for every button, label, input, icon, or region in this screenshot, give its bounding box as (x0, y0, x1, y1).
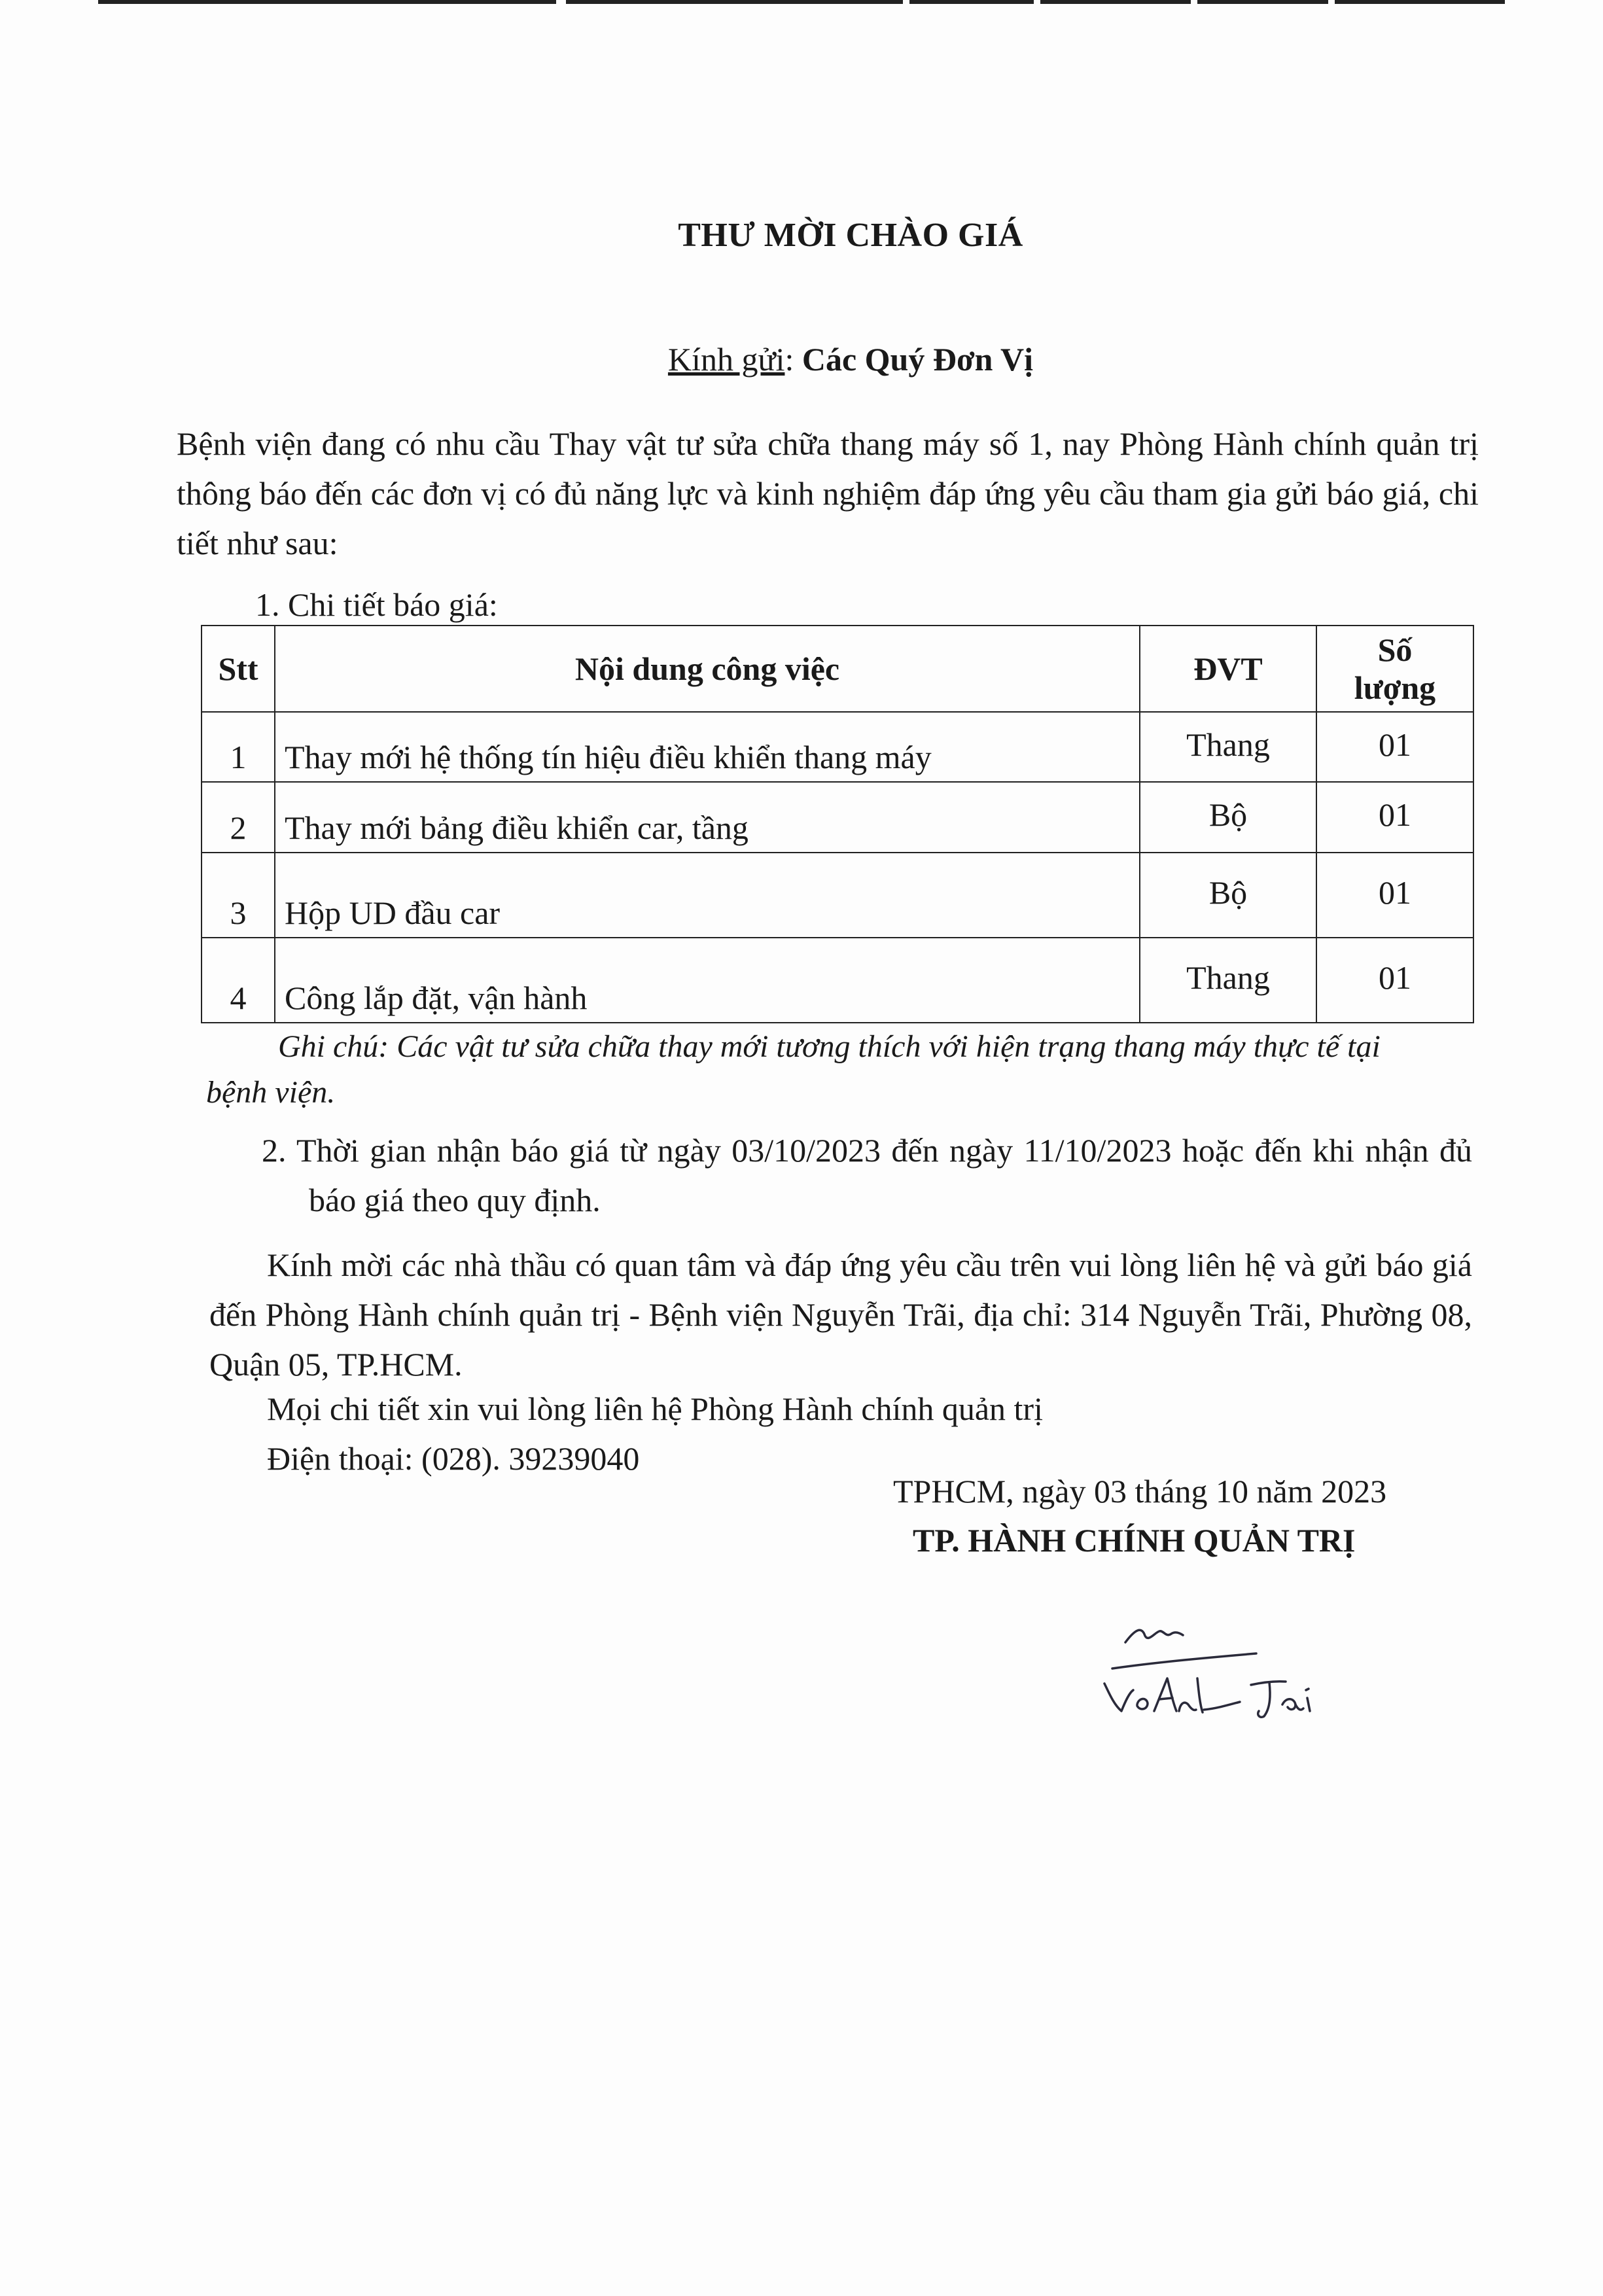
cell-stt: 3 (202, 853, 275, 938)
cell-unit: Bộ (1140, 782, 1316, 853)
header-qty-line2: lượng (1354, 669, 1436, 706)
section-2-paragraph: 2. Thời gian nhận báo giá từ ngày 03/10/2023 đến ngày 11/10/2023 hoặc đến khi nhận đủ báo giá theo quy định. (262, 1132, 1472, 1218)
document-title: THƯ MỜI CHÀO GIÁ (678, 217, 1023, 254)
cell-stt: 1 (202, 712, 275, 782)
header-unit: ĐVT (1140, 626, 1316, 712)
cell-qty: 01 (1316, 938, 1473, 1023)
table-row (202, 938, 1473, 1023)
table-row (202, 712, 1473, 782)
table-row (202, 782, 1473, 853)
section-1-heading: 1. Chi tiết báo giá: (255, 586, 498, 623)
cell-unit: Thang (1140, 712, 1316, 782)
cell-qty: 01 (1316, 853, 1473, 938)
contact-block (267, 1384, 1043, 1483)
table-header-row (202, 626, 1473, 712)
table-row (202, 853, 1473, 938)
greeting (0, 340, 1603, 378)
cell-qty: 01 (1316, 782, 1473, 853)
table-note: Ghi chú: Các vật tư sửa chữa thay mới tương thích với hiện trạng thang máy thực tế tại bệnh viện. (206, 1029, 1381, 1110)
contact-line: Mọi chi tiết xin vui lòng liên hệ Phòng Hành chính quản trị (267, 1390, 1043, 1427)
signer-title: TP. HÀNH CHÍNH QUẢN TRỊ (913, 1522, 1356, 1559)
handwritten-signature (1099, 1606, 1335, 1737)
greeting-label: Kính gửi (667, 341, 785, 378)
quote-table (201, 625, 1474, 1023)
greeting-colon: : (784, 341, 802, 378)
header-content: Nội dung công việc (275, 626, 1140, 712)
cell-stt: 4 (202, 938, 275, 1023)
cell-content: Công lắp đặt, vận hành (275, 938, 1140, 1023)
intro-paragraph: Bệnh viện đang có nhu cầu Thay vật tư sửa chữa thang máy số 1, nay Phòng Hành chính quản trị thông báo đến các đơn vị có đủ năng lực và kinh nghiệm đáp ứng yêu cầu tham gia gửi báo giá, chi tiết như sau: (177, 425, 1479, 561)
cell-content: Hộp UD đầu car (275, 853, 1140, 938)
phone-line: Điện thoại: (028). 39239040 (267, 1440, 640, 1477)
cell-content: Thay mới bảng điều khiển car, tầng (275, 782, 1140, 853)
scan-edge-marks (98, 0, 1603, 4)
cell-unit: Thang (1140, 938, 1316, 1023)
place-date: TPHCM, ngày 03 tháng 10 năm 2023 (893, 1473, 1387, 1510)
cell-stt: 2 (202, 782, 275, 853)
cell-content: Thay mới hệ thống tín hiệu điều khiển thang máy (275, 712, 1140, 782)
header-qty-line1: Số (1377, 631, 1413, 668)
cell-qty: 01 (1316, 712, 1473, 782)
invitation-paragraph: Kính mời các nhà thầu có quan tâm và đáp ứng yêu cầu trên vui lòng liên hệ và gửi báo giá đến Phòng Hành chính quản trị - Bệnh viện Nguyễn Trãi, địa chỉ: 314 Nguyễn Trãi, Phường 08, Quận 05, TP.HCM. (209, 1246, 1472, 1383)
greeting-recipient: Các Quý Đơn Vị (802, 341, 1034, 378)
header-stt: Stt (202, 626, 275, 712)
header-qty (1316, 626, 1473, 712)
cell-unit: Bộ (1140, 853, 1316, 938)
